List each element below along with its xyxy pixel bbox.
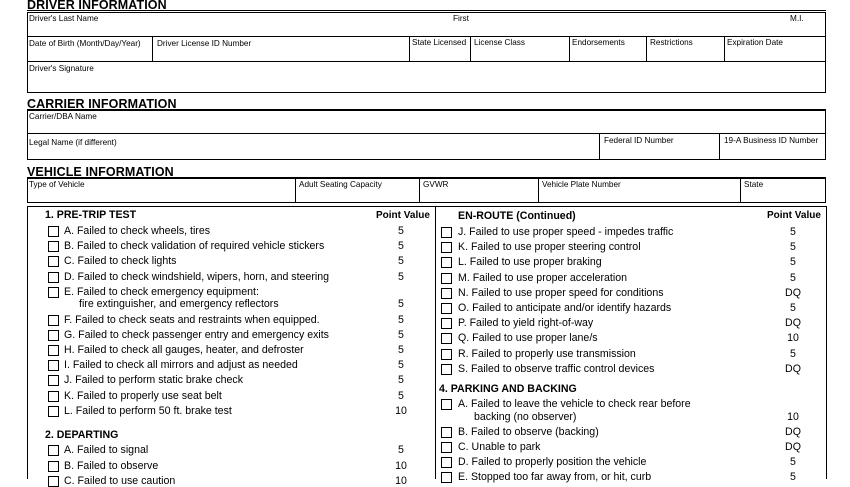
point-value-header: Point Value <box>376 210 430 221</box>
test-right-border <box>826 206 827 479</box>
point-value: 5 <box>790 302 796 314</box>
point-value: 10 <box>395 474 407 487</box>
enroute-checkbox-2[interactable] <box>441 257 452 268</box>
pretrip-checkbox-11[interactable] <box>48 406 59 417</box>
enroute-section-heading: EN-ROUTE (Continued) <box>458 210 576 222</box>
test-column-divider <box>435 206 436 479</box>
point-value: 5 <box>790 226 796 238</box>
pretrip-item-label: L. Failed to perform 50 ft. brake test <box>64 404 232 417</box>
parking-checkbox-2[interactable] <box>441 442 452 453</box>
point-value: 10 <box>787 410 799 423</box>
point-value-header: Point Value <box>767 210 821 221</box>
point-value: 5 <box>398 444 404 457</box>
point-value: 10 <box>395 404 407 417</box>
driver-col-divider <box>409 36 410 61</box>
carrier-info-box <box>27 110 826 160</box>
carrier-col-divider <box>719 133 720 160</box>
enroute-item-label: N. Failed to use proper speed for conditions <box>458 286 664 299</box>
pretrip-checkbox-6[interactable] <box>48 330 59 341</box>
vehicle-plate-field[interactable]: Vehicle Plate Number <box>542 180 621 189</box>
driver-col-divider <box>724 36 725 61</box>
point-value: DQ <box>785 362 801 375</box>
point-value: 10 <box>787 332 799 345</box>
point-value: 5 <box>398 328 404 341</box>
point-value: 5 <box>790 471 796 484</box>
vehicle-section-title: VEHICLE INFORMATION <box>27 165 174 179</box>
test-top-rule <box>27 206 826 207</box>
pretrip-item-label: D. Failed to check windshield, wipers, horn, and steering <box>64 270 329 283</box>
enroute-item-label: O. Failed to anticipate and/or identify hazards <box>458 302 672 314</box>
pretrip-item-label: A. Failed to check wheels, tires <box>64 225 211 237</box>
driver-row-divider-1 <box>27 36 826 37</box>
pretrip-checkbox-9[interactable] <box>48 375 59 386</box>
parking-checkbox-3[interactable] <box>441 457 452 468</box>
point-value: 5 <box>790 456 796 469</box>
point-value: 5 <box>398 240 404 253</box>
carrier-section-title: CARRIER INFORMATION <box>27 97 177 111</box>
parking-item-label: A. Failed to leave the vehicle to check rear before <box>458 398 691 410</box>
pretrip-section-heading: 1. PRE-TRIP TEST <box>45 209 137 221</box>
driver-endorsements-field[interactable]: Endorsements <box>572 38 625 47</box>
vehicle-type-field[interactable]: Type of Vehicle <box>29 180 85 189</box>
driver-state-licensed-field[interactable]: State Licensed <box>412 38 467 47</box>
pretrip-item-label: K. Failed to properly use seat belt <box>64 389 222 402</box>
enroute-checkbox-3[interactable] <box>441 273 452 284</box>
enroute-checkbox-1[interactable] <box>441 242 452 253</box>
enroute-item-label: L. Failed to use proper braking <box>458 256 602 269</box>
driver-expiration-field[interactable]: Expiration Date <box>727 38 783 47</box>
pretrip-checkbox-1[interactable] <box>48 241 59 252</box>
enroute-checkbox-9[interactable] <box>441 364 452 375</box>
driver-section-title: DRIVER INFORMATION <box>27 0 167 12</box>
carrier-business-id-field[interactable]: 19-A Business ID Number <box>724 136 819 145</box>
pretrip-checkbox-2[interactable] <box>48 256 59 267</box>
enroute-item-label: K. Failed to use proper steering control <box>458 241 641 254</box>
driver-mi-field[interactable]: M.I. <box>790 14 804 23</box>
pretrip-item-label: J. Failed to perform static brake check <box>64 374 243 387</box>
pretrip-item-label: H. Failed to check all gauges, heater, and defroster <box>64 343 304 356</box>
point-value: 5 <box>790 271 796 284</box>
vehicle-seating-field[interactable]: Adult Seating Capacity <box>299 180 382 189</box>
enroute-checkbox-4[interactable] <box>441 288 452 299</box>
pretrip-item-label: C. Failed to check lights <box>64 255 177 268</box>
point-value: 5 <box>398 343 404 356</box>
pretrip-checkbox-3[interactable] <box>48 272 59 283</box>
pretrip-item-label: I. Failed to check all mirrors and adjust as needed <box>64 359 298 372</box>
point-value: 5 <box>398 313 404 326</box>
driver-row-divider-2 <box>27 61 826 62</box>
pretrip-checkbox-5[interactable] <box>48 315 59 326</box>
enroute-checkbox-7[interactable] <box>441 333 452 344</box>
point-value: 5 <box>398 374 404 387</box>
carrier-federal-id-field[interactable]: Federal ID Number <box>604 136 674 145</box>
departing-section-heading: 2. DEPARTING <box>45 428 119 441</box>
test-left-border <box>27 206 28 479</box>
driver-col-divider <box>646 36 647 61</box>
point-value: DQ <box>785 440 801 453</box>
point-value: 5 <box>398 255 404 268</box>
driver-first-name-field[interactable]: First <box>453 14 469 23</box>
vehicle-state-field[interactable]: State <box>744 180 764 189</box>
enroute-item-label: J. Failed to use proper speed - impedes traffic <box>458 226 674 238</box>
point-value: 10 <box>395 459 407 472</box>
departing-checkbox-0[interactable] <box>48 445 59 456</box>
point-value: 5 <box>398 298 404 311</box>
departing-checkbox-1[interactable] <box>48 461 59 472</box>
enroute-item-label: S. Failed to observe traffic control devices <box>458 362 655 375</box>
parking-checkbox-0[interactable] <box>441 399 452 410</box>
parking-item-label: C. Unable to park <box>458 440 541 453</box>
carrier-legal-name-field[interactable]: Legal Name (if different) <box>29 138 117 147</box>
carrier-dba-field[interactable]: Carrier/DBA Name <box>29 112 97 121</box>
parking-item-label-cont: backing (no observer) <box>474 410 577 423</box>
departing-item-label: C. Failed to use caution <box>64 474 176 487</box>
parking-item-label: D. Failed to properly position the vehicle <box>458 456 647 469</box>
parking-checkbox-4[interactable] <box>441 472 452 483</box>
driver-restrictions-field[interactable]: Restrictions <box>650 38 693 47</box>
parking-checkbox-1[interactable] <box>441 427 452 438</box>
vehicle-col-divider <box>538 178 539 203</box>
pretrip-item-label: G. Failed to check passenger entry and emergency exits <box>64 328 329 341</box>
driver-dob-field[interactable]: Date of Birth (Month/Day/Year) <box>29 39 141 48</box>
parking-item-label: B. Failed to observe (backing) <box>458 425 599 438</box>
point-value: 5 <box>398 225 404 237</box>
departing-item-label: B. Failed to observe <box>64 459 159 472</box>
enroute-checkbox-0[interactable] <box>441 227 452 238</box>
point-value: DQ <box>785 317 801 330</box>
pretrip-checkbox-0[interactable] <box>48 226 59 237</box>
enroute-item-label: R. Failed to properly use transmission <box>458 347 636 360</box>
driver-license-class-field[interactable]: License Class <box>474 38 525 47</box>
pretrip-item-label: F. Failed to check seats and restraints when equipped. <box>64 313 320 326</box>
point-value: 5 <box>790 256 796 269</box>
point-value: DQ <box>785 425 801 438</box>
pretrip-checkbox-4[interactable] <box>48 287 59 298</box>
enroute-checkbox-8[interactable] <box>441 349 452 360</box>
pretrip-item-label: E. Failed to check emergency equipment: <box>64 285 259 298</box>
enroute-item-label: M. Failed to use proper acceleration <box>458 271 627 284</box>
driver-col-divider <box>569 36 570 61</box>
pretrip-checkbox-7[interactable] <box>48 345 59 356</box>
point-value: 5 <box>398 270 404 283</box>
enroute-item-label: Q. Failed to use proper lane/s <box>458 332 598 345</box>
point-value: 5 <box>398 359 404 372</box>
driver-section-rule <box>27 10 826 11</box>
vehicle-col-divider <box>740 178 741 203</box>
enroute-checkbox-5[interactable] <box>441 303 452 314</box>
parking-section-heading: 4. PARKING AND BACKING <box>439 383 577 395</box>
vehicle-gvwr-field[interactable]: GVWR <box>423 180 449 189</box>
driver-license-id-field[interactable]: Driver License ID Number <box>157 39 252 48</box>
vehicle-col-divider <box>295 178 296 203</box>
point-value: 5 <box>398 389 404 402</box>
pretrip-item-label-cont: fire extinguisher, and emergency reflectors <box>79 298 279 311</box>
departing-checkbox-2[interactable] <box>48 476 59 487</box>
point-value: 5 <box>790 241 796 254</box>
vehicle-col-divider <box>419 178 420 203</box>
enroute-checkbox-6[interactable] <box>441 318 452 329</box>
driver-col-divider <box>152 36 153 61</box>
driver-info-box <box>27 12 826 93</box>
enroute-item-label: P. Failed to yield right-of-way <box>458 317 594 330</box>
driver-signature-field[interactable]: Driver's Signature <box>29 64 94 73</box>
pretrip-checkbox-10[interactable] <box>48 391 59 402</box>
pretrip-checkbox-8[interactable] <box>48 360 59 371</box>
driver-col-divider <box>470 36 471 61</box>
point-value: DQ <box>785 286 801 299</box>
pretrip-item-label: B. Failed to check validation of required vehicle stickers <box>64 240 325 253</box>
carrier-row-divider <box>27 133 826 134</box>
point-value: 5 <box>790 347 796 360</box>
carrier-col-divider <box>599 133 600 160</box>
departing-item-label: A. Failed to signal <box>64 444 149 457</box>
parking-item-label: E. Stopped too far away from, or hit, curb <box>458 471 652 484</box>
driver-last-name-field[interactable]: Driver's Last Name <box>29 14 99 23</box>
